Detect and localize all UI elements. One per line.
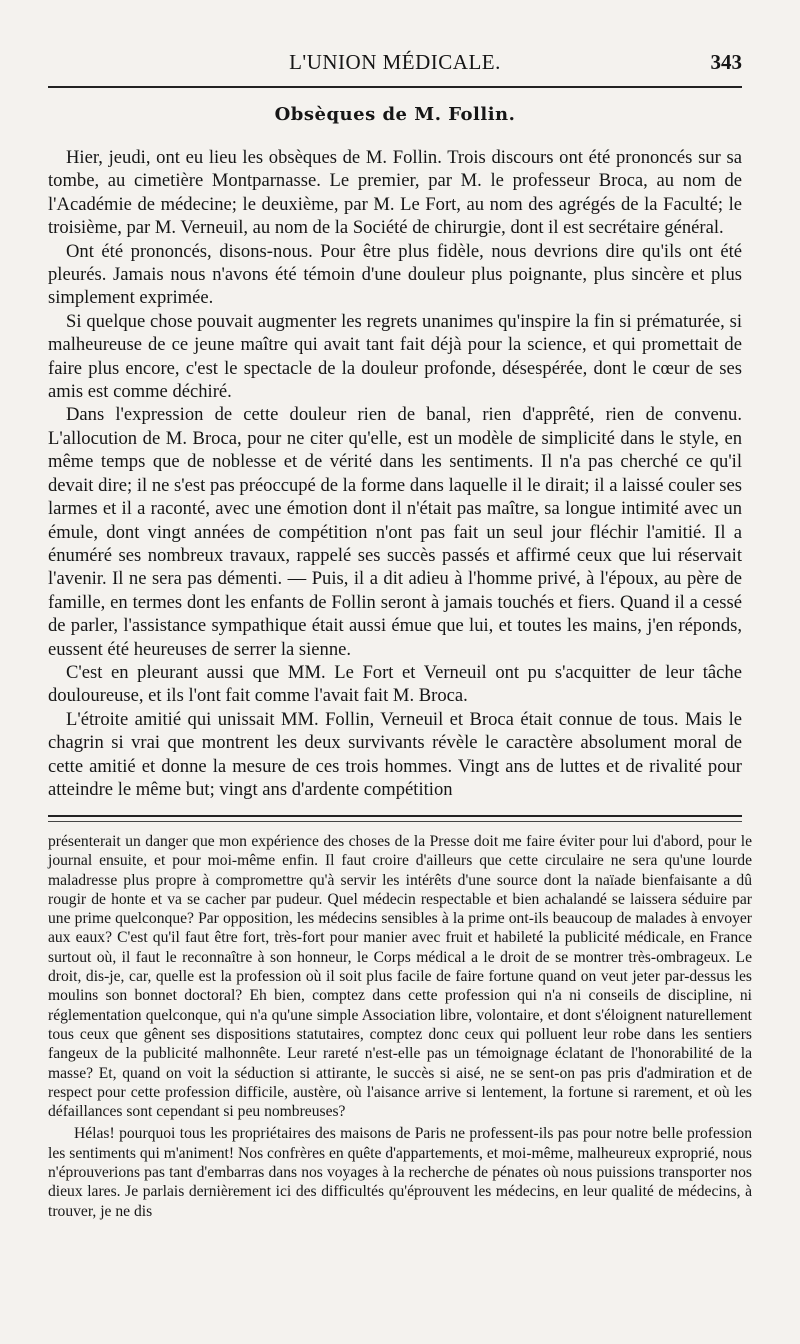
article-paragraph: Si quelque chose pouvait augmenter les regrets unanimes qu'inspire la fin si prématurée, si malheureuse de ce jeune maître qui avait tant fait déjà pour la science, et qui promettait de faire plus encore, c'est le spectacle de la douleur profonde, désespérée, dont le cœur de ses amis est comme déchiré. [48,310,742,403]
footnote-separator [48,815,742,822]
article-body [48,146,742,801]
page-number: 343 [710,50,742,74]
footnote-paragraph: présenterait un danger que mon expérience des choses de la Presse doit me faire éviter pour lui d'abord, pour le journal ensuite, et pour moi-même enfin. Il faut croire d'ailleurs que cette circulaire ne sera qu'une lourde maladresse plus propre à compromettre qu'à servir les intérêts d'une source dont la naïade bienfaisante a dû rougir de honte et va se cacher par pudeur. Quel médecin respectable et bien achalandé se laissera séduire par une prime quelconque? Par opposition, les médecins sensibles à la prime ont-ils beaucoup de malades à envoyer aux eaux? C'est qu'il faut être fort, très-fort pour manier avec fruit et habileté la publicité médicale, en France surtout où, il faut le reconnaître à son honneur, le Corps médical a le droit de se montrer très-ombrageux. Le droit, dis-je, car, quelle est la profession où il soit plus facile de faire fortune quand on veut jeter par-dessus les moulins son bonnet doctoral? Eh bien, comptez dans cette profession qui n'a ni conseils de discipline, ni réglementation quelconque, qui n'a qu'une simple Association libre, volontaire, et dont s'éloignent naturellement tous ceux que gênent ses dispositions statutaires, comptez donc ceux qui polluent leur robe dans les sentiers fangeux de la publicité malhonnête. Leur rareté n'est-elle pas un témoignage éclatant de l'honorabilité de la masse? Et, quand on voit la séduction si attirante, le succès si aisé, ne se sent-on pas pris d'admiration et de respect pour cette profession difficile, austère, où l'aisance arrive si lentement, la fortune si rarement, et où les défaillances sont cependant si peu nombreuses? [48,833,752,1121]
footnote-body [48,832,752,1221]
footnote-paragraph: Hélas! pourquoi tous les propriétaires des maisons de Paris ne professent-ils pas pour notre belle profession les sentiments qui m'animent! Nos confrères en quête d'appartements, et moi-même, malheureux exproprié, nous n'éprouverions pas tant d'embarras dans nos voyages à la recherche de pénates où nous puissions transporter nos dieux lares. Je parlais dernièrement ici des difficultés qu'éprouvent les médecins, en leur qualité de médecins, à trouver, je ne dis [48,1125,752,1220]
header-rule [48,86,742,88]
running-title: L'UNION MÉDICALE. [289,50,501,74]
article-paragraph: L'étroite amitié qui unissait MM. Follin, Verneuil et Broca était connue de tous. Mais le chagrin si vrai que montrent les deux survivants révèle le caractère absolument moral de cette amitié et donne la mesure de ces trois hommes. Vingt ans de luttes et de rivalité pour atteindre le même but; vingt ans d'ardente compétition [48,708,742,800]
article-paragraph: Ont été prononcés, disons-nous. Pour être plus fidèle, nous devrions dire qu'ils ont été pleurés. Jamais nous n'avons été témoin d'une douleur plus poignante, plus sincère et plus simplement exprimée. [48,240,742,309]
article-paragraph: Hier, jeudi, ont eu lieu les obsèques de M. Follin. Trois discours ont été prononcés sur sa tombe, au cimetière Montparnasse. Le premier, par M. le professeur Broca, au nom de l'Académie de médecine; le deuxième, par M. Le Fort, au nom des agrégés de la Faculté; le troisième, par M. Verneuil, au nom de la Société de chirurgie, dont il est secrétaire général. [48,147,742,239]
article-paragraph: Dans l'expression de cette douleur rien de banal, rien d'apprêté, rien de convenu. L'allocution de M. Broca, pour ne citer qu'elle, est un modèle de simplicité dans le style, en même temps que de noblesse et de vérité dans les sentiments. Il n'a pas cherché ce qu'il devait dire; il ne s'est pas préoccupé de la forme dans laquelle il le dirait; il a laissé couler ses larmes et il a raconté, avec une émotion dont il n'était pas maître, sa longue intimité avec un émule, dont vingt années de compétition n'ont pas fait un seul jour fléchir l'amitié. Il a énuméré ses nombreux travaux, rappelé ses succès passés et affirmé ceux que lui réservait l'avenir. Il ne sera pas démenti. — Puis, il a dit adieu à l'homme privé, à l'époux, au père de famille, en termes dont les enfants de Follin seront à jamais touchés et fiers. Quand il a cessé de parler, l'assistance sympathique était aussi émue que lui, et toutes les mains, j'en réponds, eussent été heureuses de serrer la sienne. [48,404,742,660]
page-header [48,50,742,82]
article-title: Obsèques de M. Follin. [274,104,516,125]
article-paragraph: C'est en pleurant aussi que MM. Le Fort et Verneuil ont pu s'acquitter de leur tâche douloureuse, et ils l'ont fait comme l'avait fait M. Broca. [48,661,742,707]
